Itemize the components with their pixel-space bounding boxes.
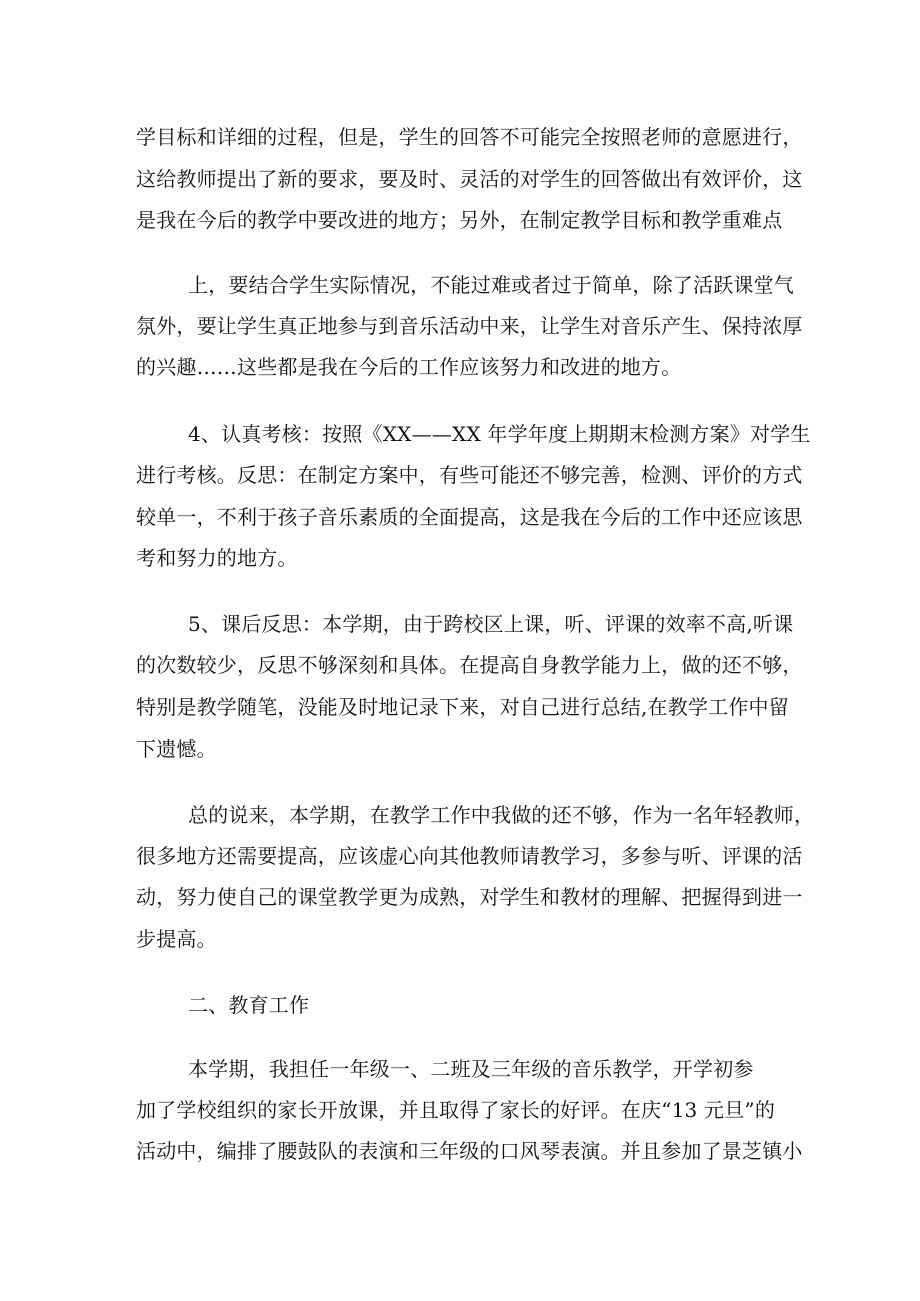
- text-line-8: 进行考核。反思：在制定方案中，有些可能还不够完善，检测、评价的方式: [136, 463, 803, 487]
- text-line-7: 4、认真考核：按照《XX——XX 年学年度上期期末检测方案》对学生: [188, 422, 811, 446]
- text-line-11: 5、课后反思：本学期，由于跨校区上课，听、评课的效率不高,听课: [188, 612, 794, 636]
- text-line-12: 的次数较少，反思不够深刻和具体。在提高自身教学能力上，做的还不够，: [136, 653, 803, 677]
- text-line-4: 上，要结合学生实际情况，不能过难或者过于简单，除了活跃课堂气: [188, 273, 794, 297]
- text-line-2: 这给教师提出了新的要求，要及时、灵活的对学生的回答做出有效评价，这: [136, 167, 803, 191]
- section-heading-education: 二、教育工作: [188, 993, 310, 1017]
- text-line-14: 下遗憾。: [136, 737, 217, 761]
- text-line-20: 本学期，我担任一年级一、二班及三年级的音乐教学，开学初参: [188, 1057, 754, 1081]
- text-line-10: 考和努力的地方。: [136, 546, 298, 570]
- text-line-17: 动，努力使自己的课堂教学更为成熟，对学生和教材的理解、把握得到进一: [136, 885, 803, 909]
- text-line-13: 特别是教学随笔，没能及时地记录下来，对自己进行总结,在教学工作中留: [136, 695, 789, 719]
- text-line-21: 加了学校组织的家长开放课，并且取得了家长的好评。在庆“13 元旦”的: [136, 1098, 776, 1122]
- text-line-15: 总的说来，本学期，在教学工作中我做的还不够，作为一名年轻教师，: [188, 803, 815, 827]
- text-line-3: 是我在今后的教学中要改进的地方；另外，在制定教学目标和教学重难点: [136, 208, 783, 232]
- text-line-5: 氛外，要让学生真正地参与到音乐活动中来，让学生对音乐产生、保持浓厚: [136, 314, 803, 338]
- text-line-6: 的兴趣……这些都是我在今后的工作应该努力和改进的地方。: [136, 355, 682, 379]
- text-line-22: 活动中，编排了腰鼓队的表演和三年级的口风琴表演。并且参加了景芝镇小: [136, 1139, 803, 1163]
- text-line-9: 较单一，不利于孩子音乐素质的全面提高，这是我在今后的工作中还应该思: [136, 505, 803, 529]
- text-line-18: 步提高。: [136, 927, 217, 951]
- text-line-16: 很多地方还需要提高，应该虚心向其他教师请教学习，多参与听、评课的活: [136, 844, 803, 868]
- text-line-1: 学目标和详细的过程，但是，学生的回答不可能完全按照老师的意愿进行，: [136, 125, 803, 149]
